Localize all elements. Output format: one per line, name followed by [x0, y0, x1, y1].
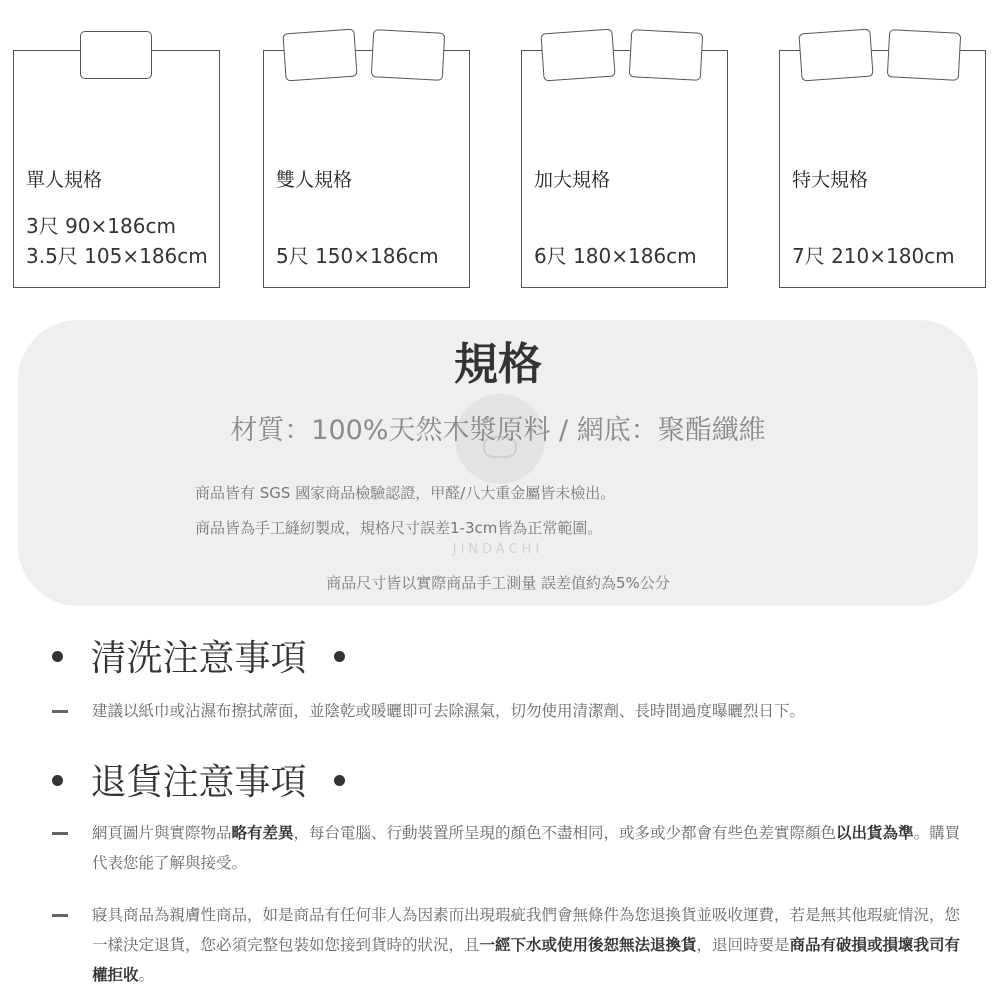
washing-heading: [52, 630, 345, 681]
text-run: 。: [138, 966, 155, 984]
size-line: 3尺 90×186cm: [26, 214, 176, 238]
size-title: 特大規格: [792, 169, 869, 191]
pillow-icon: [80, 31, 152, 79]
spec-material: 材質：100%天然木漿原料 / 網底：聚酯纖維: [230, 415, 766, 446]
text-run: 網頁圖片與實際物品: [92, 824, 232, 842]
size-title: 雙人規格: [276, 169, 353, 191]
size-card-double: [263, 50, 470, 288]
returns-heading-text: 退貨注意事項: [90, 762, 307, 803]
size-values: [276, 241, 439, 271]
spec-panel: [18, 320, 978, 606]
pillow-icon: [282, 29, 357, 82]
spec-sgs-line: 商品皆有 SGS 國家商品檢驗認證，甲醛/八大重金屬皆未檢出。: [195, 484, 616, 502]
spec-title: 規格: [454, 339, 542, 390]
text-emphasis: 商品有破損或損壞我司有權拒收: [92, 936, 961, 984]
text-emphasis: 一經下水或使用後恕無法退換貨: [479, 936, 697, 954]
size-line: 6尺 180×186cm: [534, 244, 697, 268]
spec-note: 商品尺寸皆以實際商品手工測量 誤差值約為5%公分: [326, 574, 670, 592]
dash-marker: [52, 914, 68, 917]
size-values: [534, 241, 697, 271]
dash-marker: [52, 832, 68, 835]
returns-policy-note: [92, 900, 962, 990]
size-card-single: [13, 50, 220, 288]
pillow-icon: [629, 29, 703, 81]
washing-text: 建議以紙巾或沾濕布擦拭蓆面，並陰乾或暖曬即可去除濕氣，切勿使用清潔劑、長時間過度曝曬烈日下。: [92, 702, 806, 720]
bullet-dot: [334, 775, 345, 786]
watermark-text: JINDACHI: [452, 542, 544, 557]
pillow-icon: [798, 29, 873, 82]
returns-heading: [52, 754, 345, 805]
pillow-icon: [540, 29, 615, 82]
bullet-dot: [52, 775, 63, 786]
pillow-icon: [371, 29, 445, 81]
dash-marker: [52, 710, 68, 713]
size-line: 3.5尺 105×186cm: [26, 244, 208, 268]
size-card-queen: [521, 50, 728, 288]
size-title: 加大規格: [534, 169, 611, 191]
text-run: ，退回時要是: [696, 936, 790, 954]
size-line: 7尺 210×180cm: [792, 244, 955, 268]
returns-color-note: [92, 818, 962, 878]
text-emphasis: 以出貨為準: [836, 824, 914, 842]
size-line: 5尺 150×186cm: [276, 244, 439, 268]
text-run: ，每台電腦、行動裝置所呈現的顏色不盡相同，或多或少都會有些色差實際顏色: [293, 824, 837, 842]
size-title: 單人規格: [26, 169, 103, 191]
text-emphasis: 略有差異: [231, 824, 294, 842]
size-values: [792, 241, 955, 271]
text-run: 寢具商品為親膚性商品，如是商品有任何非人為因素而出現瑕疵我們會無條件為您退換貨並吸收運費，若是無其他瑕疵情況，您一樣決定退貨，您必須完整包裝如您接到貨時的狀況，且: [92, 906, 961, 954]
size-card-king: [779, 50, 986, 288]
bullet-dot: [52, 651, 63, 662]
text-run: 。購買代表您能了解與接受。: [92, 824, 961, 872]
size-values: [26, 211, 208, 271]
bullet-dot: [334, 651, 345, 662]
washing-heading-text: 清洗注意事項: [90, 638, 307, 679]
spec-handmade-line: 商品皆為手工縫紉製成，規格尺寸誤差1-3cm皆為正常範圍。: [195, 519, 603, 537]
pillow-icon: [887, 29, 961, 81]
